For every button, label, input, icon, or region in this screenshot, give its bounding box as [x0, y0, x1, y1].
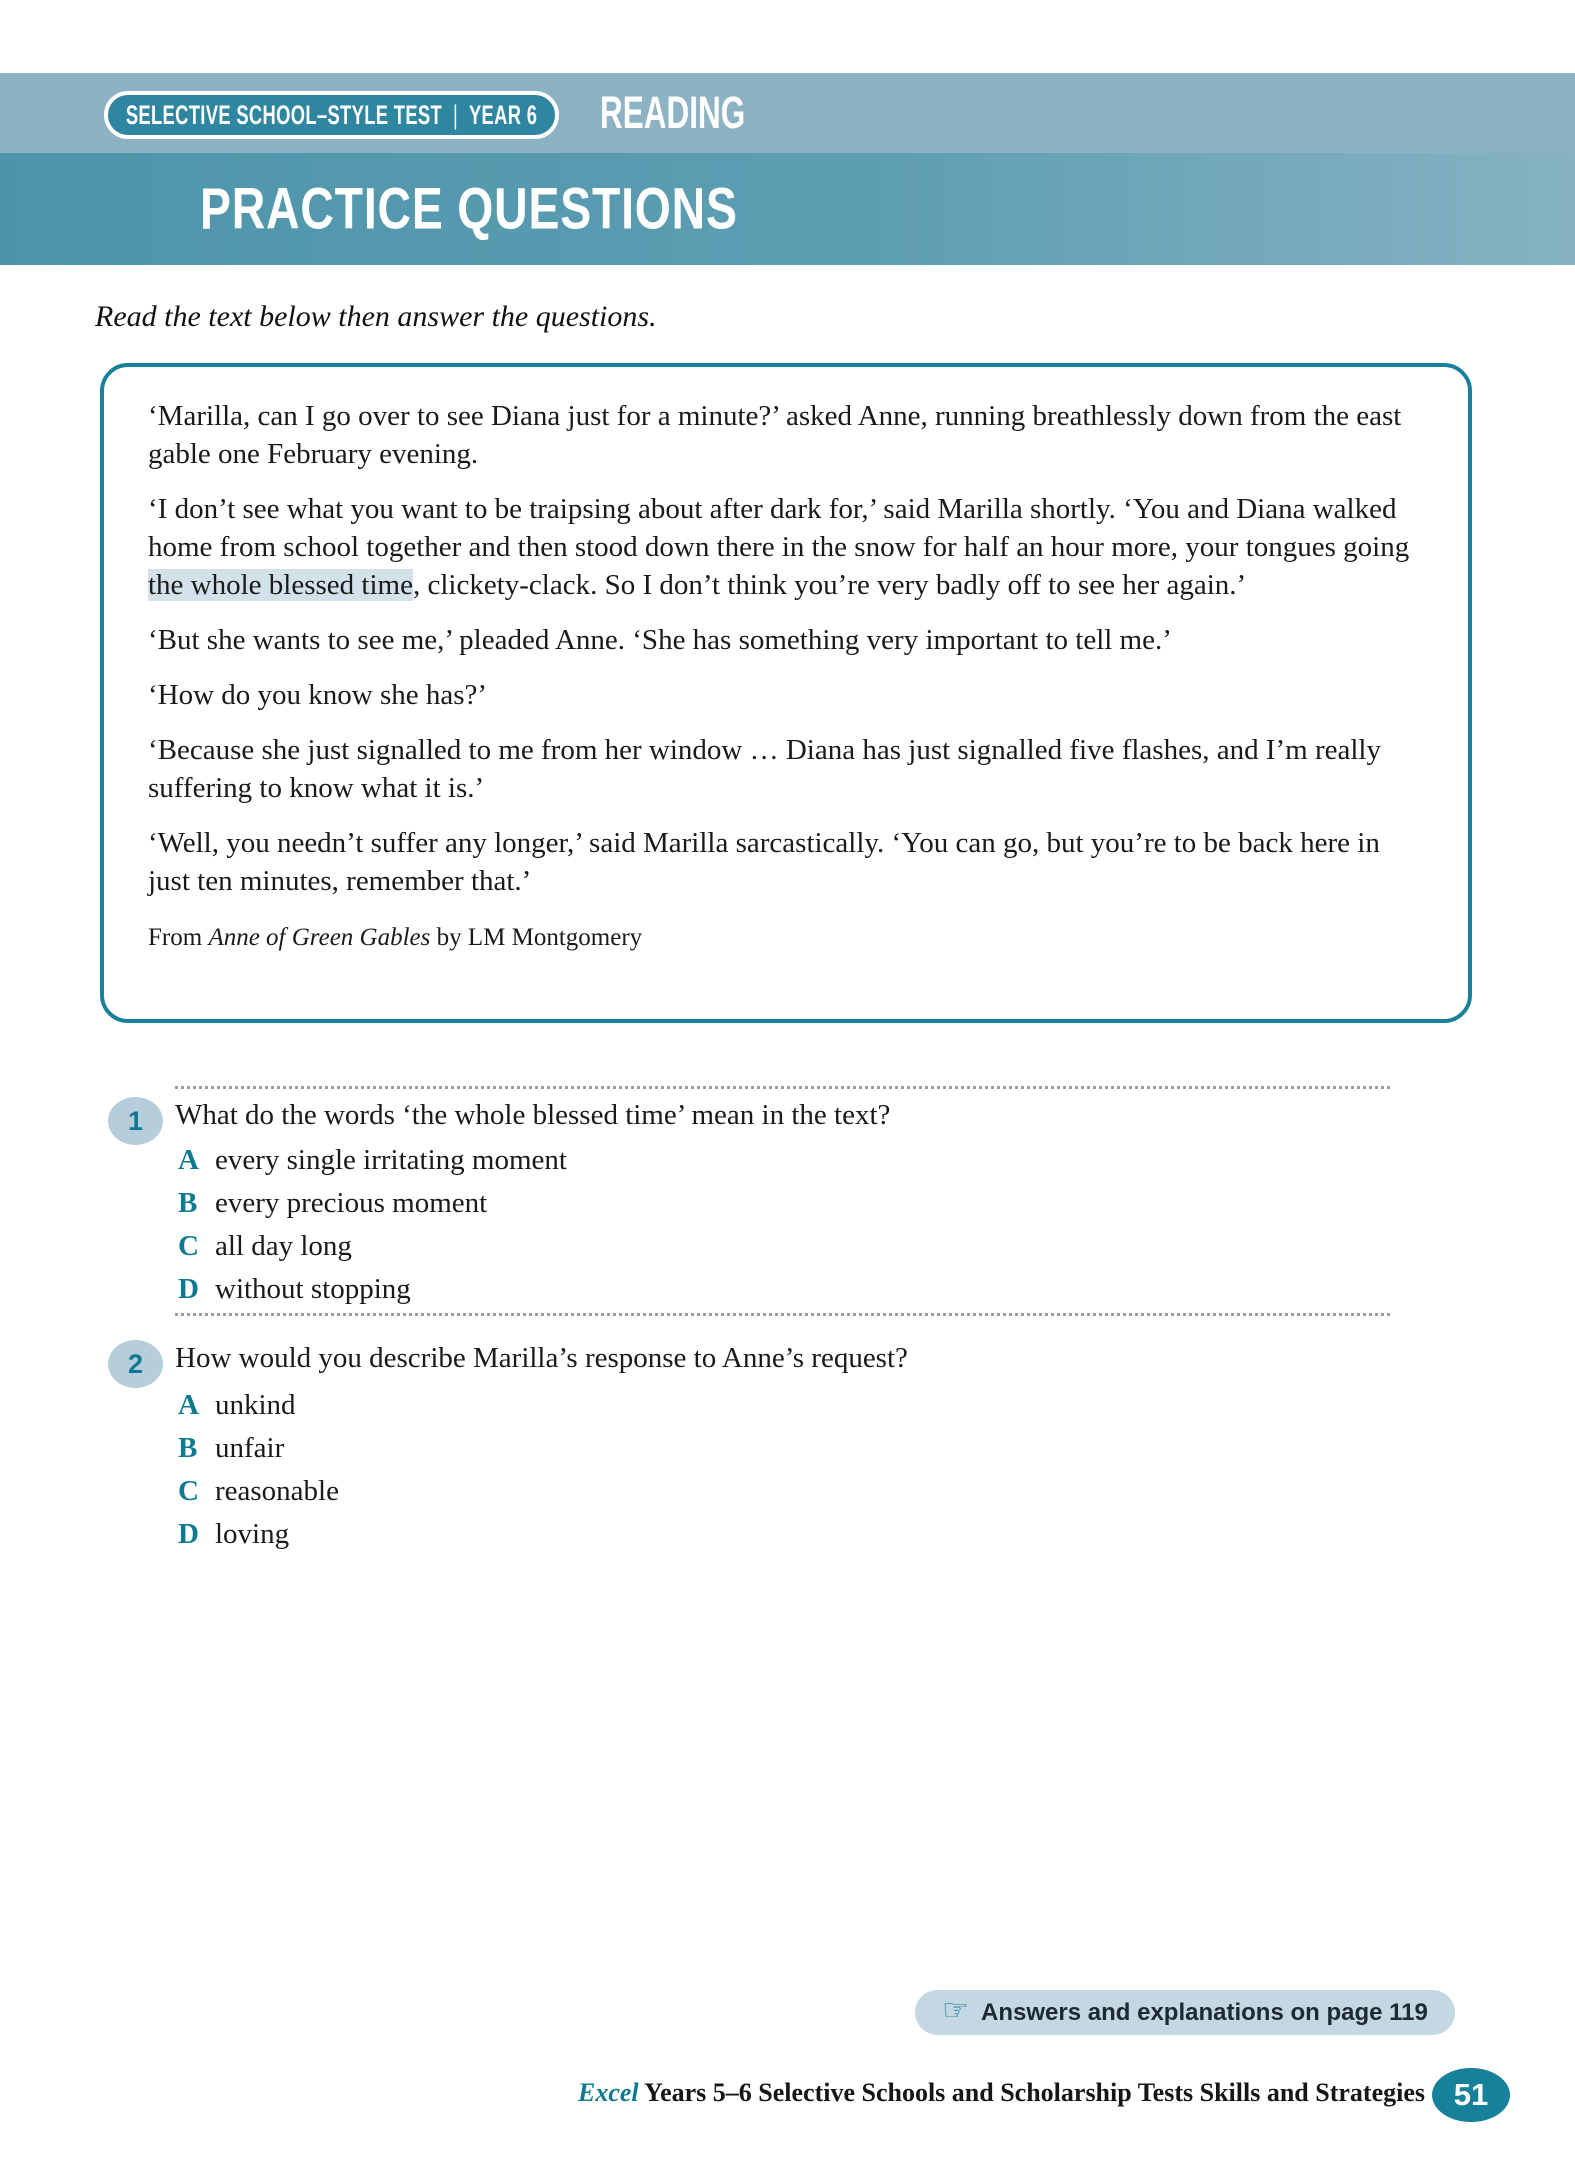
- question-number-badge: 1: [108, 1097, 163, 1145]
- header-band: [0, 73, 1575, 153]
- option-letter: D: [178, 1518, 199, 1550]
- option-row: [178, 1270, 567, 1313]
- option-text: unkind: [215, 1389, 296, 1421]
- passage-paragraph: ‘Well, you needn’t suffer any longer,’ said Marilla sarcastically. ‘You can go, but you’re to be back here in just ten minutes, remember that.’: [148, 827, 1380, 897]
- pointing-hand-icon: ☞: [942, 1993, 970, 2027]
- answers-note-badge: [915, 1990, 1455, 2035]
- passage-text: , clickety-clack. So I don’t think you’re very badly off to see her again.’: [412, 569, 1247, 601]
- source-title: Anne of Green Gables: [208, 924, 431, 951]
- question-separator: [175, 1086, 1390, 1089]
- instruction-text: Read the text below then answer the questions.: [95, 300, 657, 333]
- option-letter: B: [178, 1432, 198, 1464]
- brand-name: Excel: [577, 2078, 639, 2107]
- question-number-badge: 2: [108, 1340, 163, 1388]
- badge-text-left: SELECTIVE SCHOOL–STYLE TEST: [125, 99, 443, 130]
- source-prefix: From: [148, 924, 209, 951]
- question-options: [178, 1141, 567, 1313]
- passage-text: ‘I don’t see what you want to be traipsing about after dark for,’ said Marilla shortly. ‘You and Diana walked home from school together and then stood down there in the snow for half an hour more, your tongues going: [148, 493, 1410, 563]
- question-options: [178, 1386, 339, 1558]
- passage-paragraph: ‘How do you know she has?’: [148, 679, 488, 711]
- page-number-badge: 51: [1432, 2068, 1510, 2122]
- option-row: [178, 1184, 567, 1227]
- book-footer: [578, 2078, 1425, 2108]
- option-text: reasonable: [215, 1475, 339, 1507]
- question-text: How would you describe Marilla’s response to Anne’s request?: [175, 1342, 908, 1374]
- option-letter: A: [178, 1144, 199, 1176]
- page-title: PRACTICE QUESTIONS: [200, 176, 738, 242]
- badge-divider: |: [452, 99, 459, 130]
- test-style-badge-label: [126, 100, 537, 131]
- option-row: [178, 1227, 567, 1270]
- option-text: unfair: [215, 1432, 285, 1464]
- option-letter: C: [178, 1230, 199, 1262]
- passage-paragraph: ‘Because she just signalled to me from her window … Diana has just signalled five flashes, and I’m really suffering to know what it is.’: [148, 734, 1381, 804]
- option-row: [178, 1429, 339, 1472]
- passage-box: [100, 363, 1472, 1023]
- option-row: [178, 1515, 339, 1558]
- option-letter: B: [178, 1187, 198, 1219]
- book-title: Years 5–6 Selective Schools and Scholarship Tests Skills and Strategies: [638, 2078, 1425, 2107]
- source-suffix: by LM Montgomery: [430, 924, 643, 951]
- option-text: loving: [215, 1518, 290, 1550]
- passage-source: [148, 924, 1424, 952]
- option-letter: C: [178, 1475, 199, 1507]
- option-letter: A: [178, 1389, 199, 1421]
- option-text: every precious moment: [215, 1187, 488, 1219]
- option-row: [178, 1472, 339, 1515]
- option-row: [178, 1141, 567, 1184]
- test-style-badge: [104, 91, 559, 139]
- option-text: without stopping: [215, 1273, 411, 1305]
- passage-paragraph: [148, 490, 1424, 604]
- option-text: all day long: [215, 1230, 352, 1262]
- option-text: every single irritating moment: [215, 1144, 567, 1176]
- answers-note-text: Answers and explanations on page 119: [981, 1998, 1428, 2026]
- option-letter: D: [178, 1273, 199, 1305]
- passage-paragraph: ‘Marilla, can I go over to see Diana just for a minute?’ asked Anne, running breathlessly down from the east gable one February evening.: [148, 400, 1402, 470]
- section-label: READING: [600, 87, 746, 138]
- passage-paragraph: ‘But she wants to see me,’ pleaded Anne. ‘She has something very important to tell me.’: [148, 624, 1172, 656]
- badge-text-right: YEAR 6: [468, 99, 538, 130]
- highlighted-phrase: the whole blessed time: [148, 569, 413, 601]
- title-band: [0, 153, 1575, 265]
- question-text: What do the words ‘the whole blessed time’ mean in the text?: [175, 1099, 891, 1131]
- question-separator: [175, 1313, 1390, 1316]
- option-row: [178, 1386, 339, 1429]
